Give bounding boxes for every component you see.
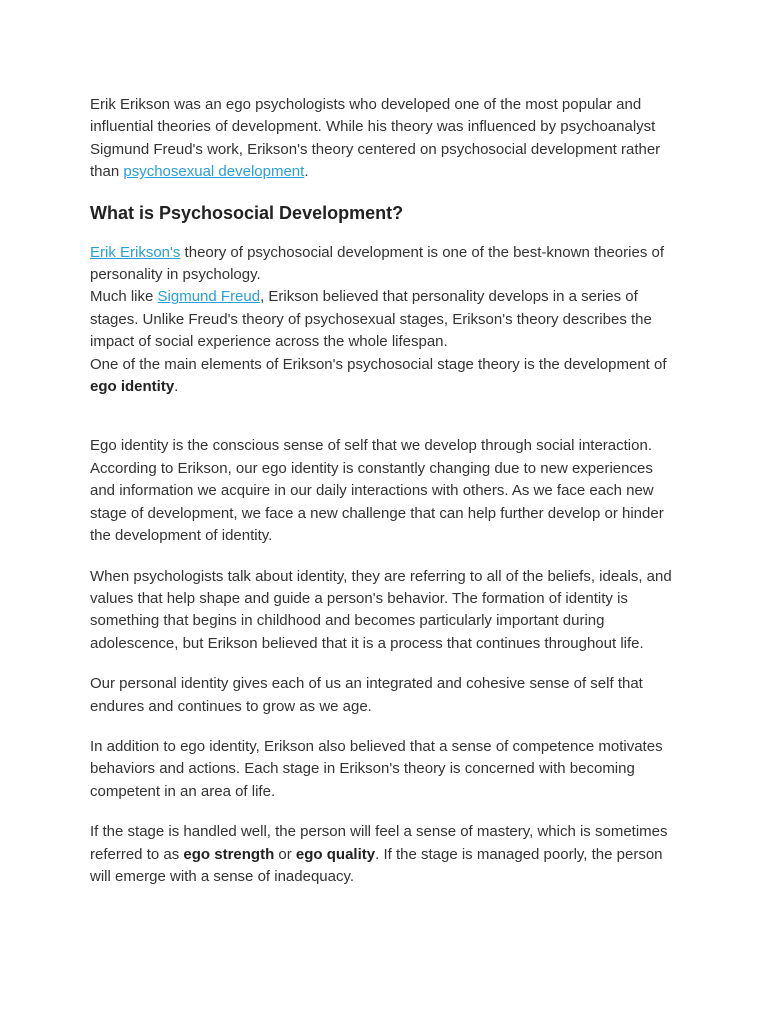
- intro-text: Erik Erikson was an ego psychologists who developed one of the most popular and influential theories of development. While his theory was influenced by psychoanalyst Sigmund Freud's work, Erikson's theory centered on psychosocial development rather than: [90, 96, 661, 181]
- mastery-text-2: or: [274, 845, 296, 863]
- article: [90, 94, 680, 888]
- main-elements-end: .: [174, 378, 179, 396]
- intro-end: .: [304, 163, 309, 181]
- psychosexual-development-link[interactable]: psychosexual development: [123, 163, 305, 181]
- section-heading: What is Psychosocial Development?: [90, 202, 404, 223]
- ego-identity-bold: ego identity: [90, 378, 175, 396]
- intro-paragraph: [90, 94, 680, 184]
- ego-identity-paragraph: Ego identity is the conscious sense of self that we develop through social interaction. According to Erikson, our ego identity is constantly changing due to new experiences and information we acquire in our daily interactions with others. As we face each new stage of development, we face a new challenge that can help further develop or hinder the development of identity.: [90, 437, 664, 545]
- mastery-text-1: If the stage is handled well, the person will feel a sense of mastery, which is sometimes referred to as: [90, 823, 668, 863]
- main-elements-paragraph: [90, 354, 680, 399]
- freud-text-end: , Erikson believed that personality develops in a series of stages. Unlike Freud's theory of psychosexual stages, Erikson's theory describes the impact of social experience across the whole lifespan.: [90, 288, 652, 351]
- mastery-paragraph: [90, 821, 680, 888]
- identity-paragraph: When psychologists talk about identity, they are referring to all of the beliefs, ideals, and values that help shape and guide a person's behavior. The formation of identity is something that begins in childhood and becomes particularly important during adolescence, but Erikson believed that it is a process that continues throughout life.: [90, 567, 672, 652]
- freud-paragraph: [90, 286, 680, 353]
- ego-strength-bold: ego strength: [183, 845, 275, 863]
- ego-quality-bold: ego quality: [295, 845, 376, 863]
- erik-erikson-link[interactable]: Erik Erikson's: [90, 243, 181, 261]
- freud-text-start: Much like: [90, 288, 158, 306]
- mastery-text-3: . If the stage is managed poorly, the person will emerge with a sense of inadequacy.: [90, 845, 663, 885]
- competence-paragraph: In addition to ego identity, Erikson also believed that a sense of competence motivates behaviors and actions. Each stage in Erikson's theory is concerned with becoming competent in an area of life.: [90, 737, 663, 800]
- main-elements-text: One of the main elements of Erikson's psychosocial stage theory is the development of: [90, 355, 667, 373]
- erikson-paragraph: [90, 242, 680, 287]
- personal-identity-paragraph: Our personal identity gives each of us an integrated and cohesive sense of self that endures and continues to grow as we age.: [90, 675, 643, 715]
- erikson-text: theory of psychosocial development is one of the best-known theories of personality in psychology.: [90, 243, 665, 284]
- sigmund-freud-link[interactable]: Sigmund Freud: [157, 288, 261, 306]
